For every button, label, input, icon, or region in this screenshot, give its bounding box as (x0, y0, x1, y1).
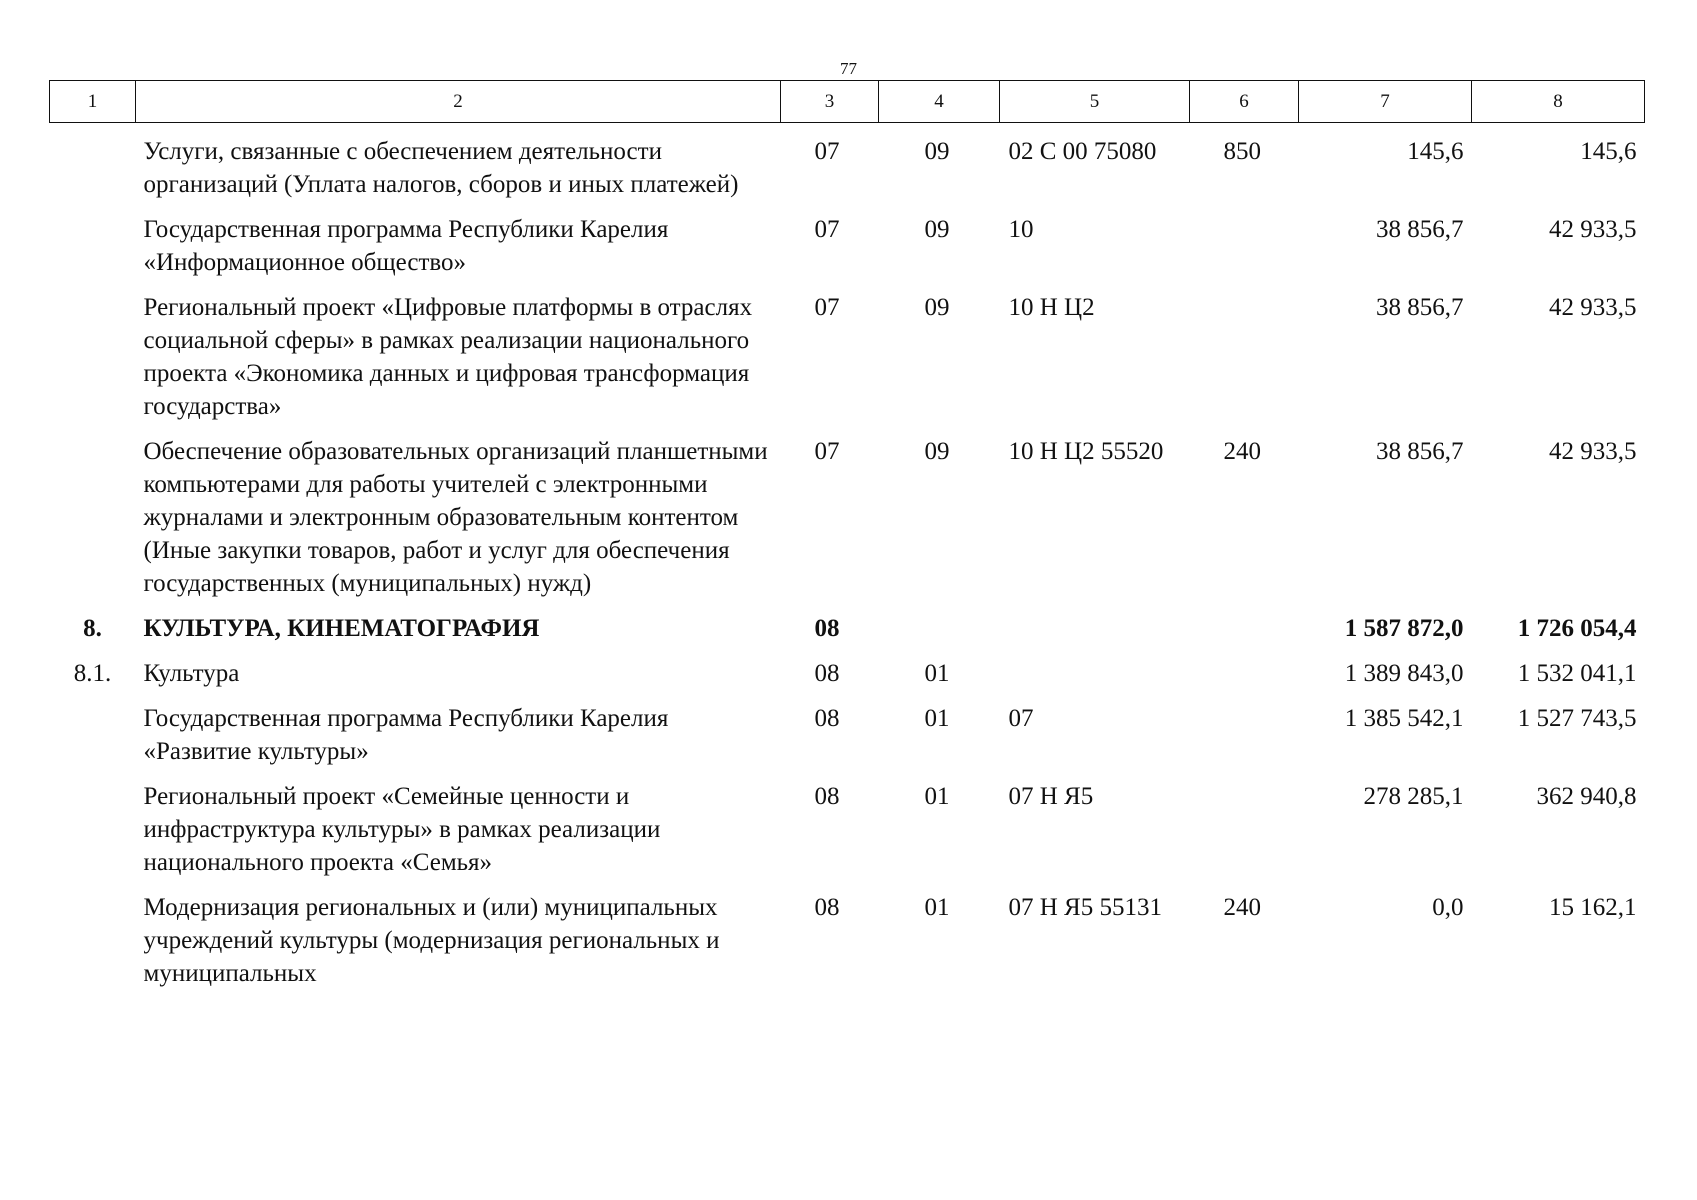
row-expense-type (1190, 206, 1299, 284)
row-name: Модернизация региональных и (или) муниципальных учреждений культуры (модернизация региональных и муниципальных (143, 894, 720, 987)
row-amount-1: 1 587 872,0 (1344, 615, 1464, 642)
row-target-article: 10 Н Ц2 (1008, 294, 1095, 321)
table-row (50, 206, 1645, 284)
row-expense-type (1190, 605, 1299, 650)
row-expense-type: 850 (1223, 138, 1261, 165)
row-expense-type: 240 (1223, 894, 1261, 921)
row-name: КУЛЬТУРА, КИНЕМАТОГРАФИЯ (143, 615, 540, 642)
row-expense-type (1190, 773, 1299, 884)
page-number: 77 (840, 59, 857, 78)
header-col-3: 3 (781, 81, 879, 123)
row-subsection: 09 (924, 438, 950, 465)
row-expense-type (1190, 650, 1299, 695)
row-amount-1: 278 285,1 (1363, 783, 1464, 810)
row-amount-2: 362 940,8 (1536, 783, 1637, 810)
header-col-5: 5 (1000, 81, 1190, 123)
row-amount-1: 145,6 (1407, 138, 1464, 165)
row-target-article: 10 (1008, 216, 1034, 243)
table-row (50, 884, 1645, 995)
row-subsection: 09 (924, 216, 950, 243)
row-target-article: 07 Н Я5 55131 (1008, 894, 1162, 921)
header-col-1: 1 (50, 81, 136, 123)
table-row (50, 123, 1645, 207)
row-section: 08 (814, 660, 840, 687)
row-amount-1: 38 856,7 (1376, 294, 1464, 321)
row-amount-1: 38 856,7 (1376, 438, 1464, 465)
header-col-6: 6 (1190, 81, 1299, 123)
row-target-article: 10 Н Ц2 55520 (1008, 438, 1164, 465)
row-subsection: 09 (924, 138, 950, 165)
row-subsection: 01 (924, 660, 950, 687)
row-number (50, 284, 136, 428)
row-target-article: 07 Н Я5 (1008, 783, 1094, 810)
table-header-row (50, 81, 1645, 123)
row-target-article: 02 С 00 75080 (1008, 138, 1157, 165)
row-section: 07 (814, 438, 840, 465)
table-row (50, 284, 1645, 428)
row-subsection: 01 (924, 783, 950, 810)
row-number: 8. (83, 615, 102, 642)
row-name: Культура (143, 660, 240, 687)
row-amount-2: 1 726 054,4 (1517, 615, 1637, 642)
row-amount-1: 38 856,7 (1376, 216, 1464, 243)
row-subsection: 01 (924, 705, 950, 732)
row-section: 07 (814, 216, 840, 243)
row-name: Государственная программа Республики Карелия «Информационное общество» (143, 216, 669, 276)
row-name: Региональный проект «Семейные ценности и инфраструктура культуры» в рамках реализации национального проекта «Семья» (143, 783, 661, 876)
table-row (50, 773, 1645, 884)
row-expense-type (1190, 695, 1299, 773)
table-row (50, 428, 1645, 605)
row-number: 8.1. (73, 660, 112, 687)
row-amount-2: 1 527 743,5 (1517, 705, 1637, 732)
row-name: Обеспечение образовательных организаций планшетными компьютерами для работы учителей с электронными журналами и электронным образовательным контентом (Иные закупки товаров, работ и услуг для обеспечения государственных (муниципальных) нужд) (143, 438, 768, 597)
header-col-8: 8 (1472, 81, 1645, 123)
row-amount-1: 1 385 542,1 (1344, 705, 1464, 732)
row-amount-2: 145,6 (1580, 138, 1637, 165)
row-section: 08 (814, 894, 840, 921)
row-subsection: 01 (924, 894, 950, 921)
header-col-2: 2 (136, 81, 781, 123)
row-number (50, 123, 136, 207)
header-col-4: 4 (879, 81, 1000, 123)
row-name: Услуги, связанные с обеспечением деятельности организаций (Уплата налогов, сборов и иных платежей) (143, 138, 739, 198)
row-target-article (1000, 605, 1190, 650)
row-number (50, 428, 136, 605)
row-section: 07 (814, 294, 840, 321)
row-amount-2: 42 933,5 (1549, 438, 1637, 465)
row-amount-2: 1 532 041,1 (1517, 660, 1637, 687)
row-expense-type (1190, 284, 1299, 428)
row-number (50, 773, 136, 884)
row-amount-1: 0,0 (1432, 894, 1464, 921)
row-amount-2: 42 933,5 (1549, 216, 1637, 243)
row-section: 08 (814, 705, 840, 732)
row-subsection (879, 605, 1000, 650)
row-expense-type: 240 (1223, 438, 1261, 465)
row-amount-2: 15 162,1 (1549, 894, 1637, 921)
row-name: Региональный проект «Цифровые платформы в отраслях социальной сферы» в рамках реализации национального проекта «Экономика данных и цифровая трансформация государства» (143, 294, 753, 420)
row-number (50, 884, 136, 995)
header-col-7: 7 (1299, 81, 1472, 123)
row-name: Государственная программа Республики Карелия «Развитие культуры» (143, 705, 669, 765)
row-amount-1: 1 389 843,0 (1344, 660, 1464, 687)
row-number (50, 695, 136, 773)
table-row (50, 695, 1645, 773)
table-row-section-total (50, 605, 1645, 650)
row-number (50, 206, 136, 284)
row-target-article: 07 (1008, 705, 1034, 732)
table-row (50, 650, 1645, 695)
row-section: 07 (814, 138, 840, 165)
budget-table (49, 80, 1645, 995)
row-section: 08 (814, 615, 840, 642)
row-amount-2: 42 933,5 (1549, 294, 1637, 321)
row-target-article (1000, 650, 1190, 695)
row-subsection: 09 (924, 294, 950, 321)
row-section: 08 (814, 783, 840, 810)
